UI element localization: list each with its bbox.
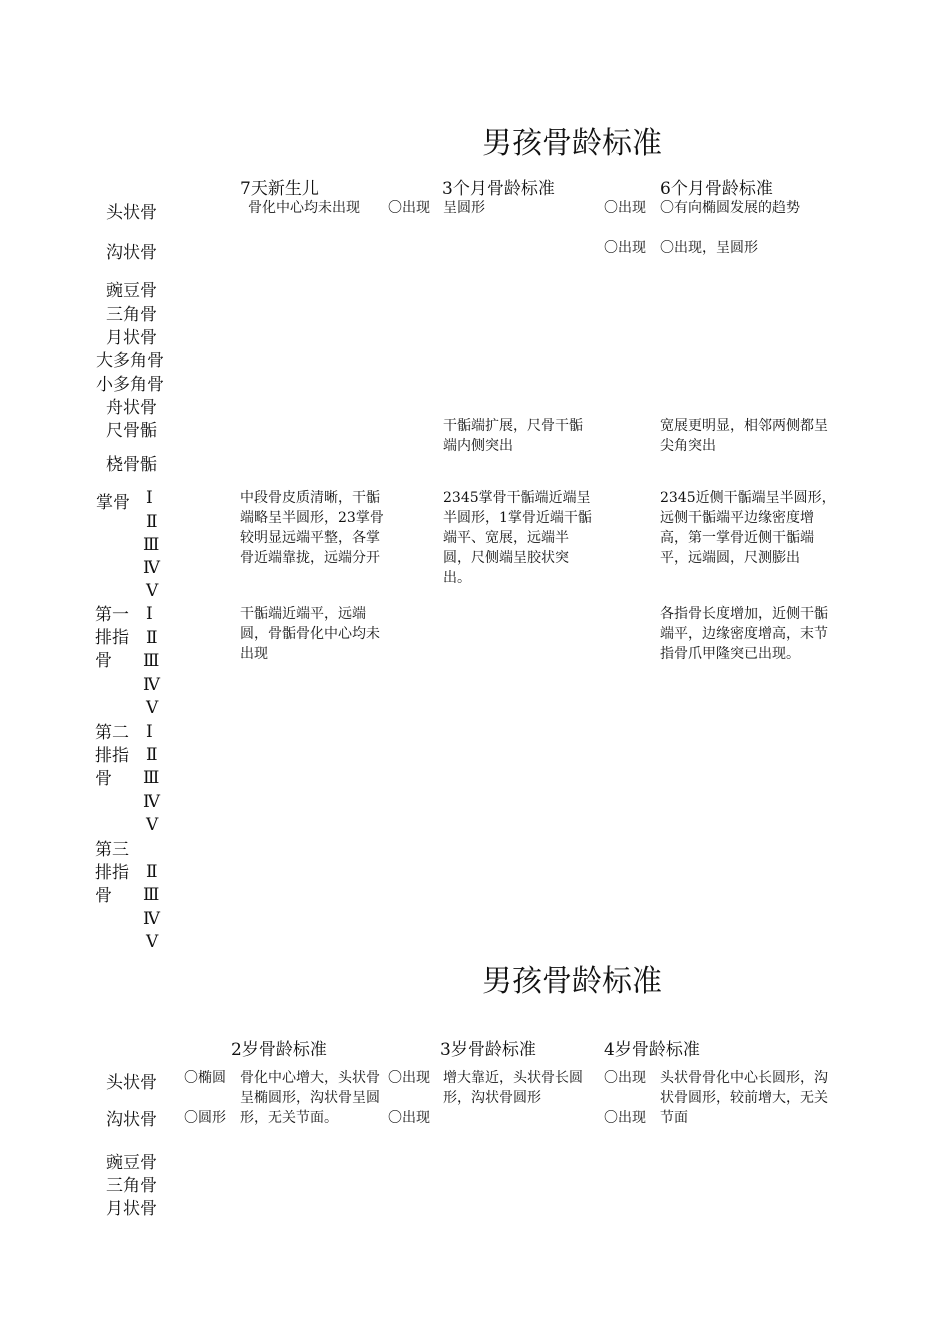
roman-numeral: Ⅴ [146, 815, 159, 835]
cell-capitate-3y-mark: 〇出现 [388, 1070, 430, 1086]
cell-capitate-6m-mark: 〇出现 [604, 200, 646, 216]
cell-capitate-2y-mark: 〇椭圆 [184, 1070, 226, 1086]
cell-metacarpal-3m: 2345掌骨干骺端近端呈半圆形，1掌骨近端干骺端平、宽展，远端半圆，尺侧端呈胶状突出。 [443, 490, 592, 586]
cell-capitate-4y: 头状骨骨化中心长圆形，沟状骨圆形，较前增大，无关节面 [660, 1070, 828, 1126]
row-label-capitate: 头状骨 [106, 203, 157, 223]
cell-hamate-6m-mark: 〇出现 [604, 240, 646, 256]
roman-numeral: Ⅱ [146, 512, 158, 532]
row-label-triquetrum: 三角骨 [106, 305, 157, 325]
column-header-6-months: 6个月骨龄标准 [660, 179, 773, 199]
cell-capitate-2y: 骨化中心增大，头状骨呈椭圆形，沟状骨呈圆形，无关节面。 [240, 1070, 380, 1126]
row-label-trapezoid: 小多角骨 [96, 375, 164, 395]
cell-phalanx1-6m: 各指骨长度增加，近侧干骺端平，边缘密度增高，末节指骨爪甲隆突已出现。 [660, 606, 828, 662]
roman-numeral: Ⅲ [143, 885, 160, 905]
roman-numeral: Ⅲ [143, 768, 160, 788]
column-header-3-months: 3个月骨龄标准 [442, 179, 555, 199]
roman-numeral: Ⅲ [143, 535, 160, 555]
cell-metacarpal-6m: 2345近侧干骺端呈半圆形，远侧干骺端平边缘密度增高，第一掌骨近侧干骺端平，远端圆，尺测膨出 [660, 490, 836, 566]
roman-numeral: Ⅰ [146, 488, 153, 508]
roman-numeral: Ⅲ [143, 651, 160, 671]
row-label-triquetrum: 三角骨 [106, 1176, 157, 1196]
cell-hamate-6m: 〇出现，呈圆形 [660, 240, 758, 256]
cell-metacarpal-newborn: 中段骨皮质清晰，干骺端略呈半圆形，23掌骨较明显远端平整，各掌骨近端靠拢，远端分开 [240, 490, 384, 566]
row-label-trapezium: 大多角骨 [96, 351, 164, 371]
roman-numeral: Ⅳ [143, 909, 160, 929]
roman-numeral: Ⅳ [143, 792, 160, 812]
row-label-lunate: 月状骨 [106, 328, 157, 348]
page-title: 男孩骨龄标准 [482, 126, 662, 161]
cell-capitate-newborn: 骨化中心均未出现 [248, 200, 360, 216]
cell-capitate-6m: 〇有向椭圆发展的趋势 [660, 200, 800, 216]
cell-capitate-3m-mark: 〇出现 [388, 200, 430, 216]
row-label-phalanx-1: 第一排指骨 [95, 605, 129, 671]
row-label-lunate: 月状骨 [106, 1199, 157, 1219]
row-label-ulna-epiphysis: 尺骨骺 [106, 421, 157, 441]
cell-hamate-3y-mark: 〇出现 [388, 1110, 430, 1126]
row-label-capitate: 头状骨 [106, 1073, 157, 1093]
row-label-hamate: 沟状骨 [106, 243, 157, 263]
row-label-phalanx-2: 第二排指骨 [95, 723, 129, 789]
cell-hamate-2y-mark: 〇圆形 [184, 1110, 226, 1126]
cell-ulna-3m: 干骺端扩展，尺骨干骺端内侧突出 [443, 418, 583, 454]
roman-numeral: Ⅳ [143, 558, 160, 578]
column-header-4-years: 4岁骨龄标准 [604, 1040, 700, 1060]
column-header-2-years: 2岁骨龄标准 [231, 1040, 327, 1060]
column-header-newborn: 7天新生儿 [240, 179, 319, 199]
column-header-3-years: 3岁骨龄标准 [440, 1040, 536, 1060]
cell-hamate-4y-mark: 〇出现 [604, 1110, 646, 1126]
row-label-hamate: 沟状骨 [106, 1110, 157, 1130]
row-label-metacarpal: 掌骨 [96, 493, 130, 513]
cell-ulna-6m: 宽展更明显，相邻两侧都呈尖角突出 [660, 418, 828, 454]
row-label-phalanx-3: 第三排指骨 [95, 840, 129, 906]
roman-numeral: Ⅰ [146, 604, 153, 624]
cell-capitate-3m: 呈圆形 [443, 200, 485, 216]
roman-numeral: Ⅰ [146, 722, 153, 742]
roman-numeral: Ⅱ [146, 745, 158, 765]
section-title: 男孩骨龄标准 [482, 964, 662, 999]
roman-numeral: Ⅱ [146, 862, 158, 882]
roman-numeral: Ⅴ [146, 581, 159, 601]
roman-numeral: Ⅴ [146, 698, 159, 718]
roman-numeral: Ⅳ [143, 675, 160, 695]
row-label-pisiform: 豌豆骨 [106, 1153, 157, 1173]
row-label-scaphoid: 舟状骨 [106, 398, 157, 418]
row-label-pisiform: 豌豆骨 [106, 281, 157, 301]
row-label-radius-epiphysis: 桡骨骺 [106, 455, 157, 475]
roman-numeral: Ⅱ [146, 628, 158, 648]
cell-phalanx1-newborn: 干骺端近端平，远端圆，骨骺骨化中心均未出现 [240, 606, 380, 662]
cell-capitate-3y: 增大靠近，头状骨长圆形，沟状骨圆形 [443, 1070, 583, 1106]
cell-capitate-4y-mark: 〇出现 [604, 1070, 646, 1086]
roman-numeral: Ⅴ [146, 932, 159, 952]
